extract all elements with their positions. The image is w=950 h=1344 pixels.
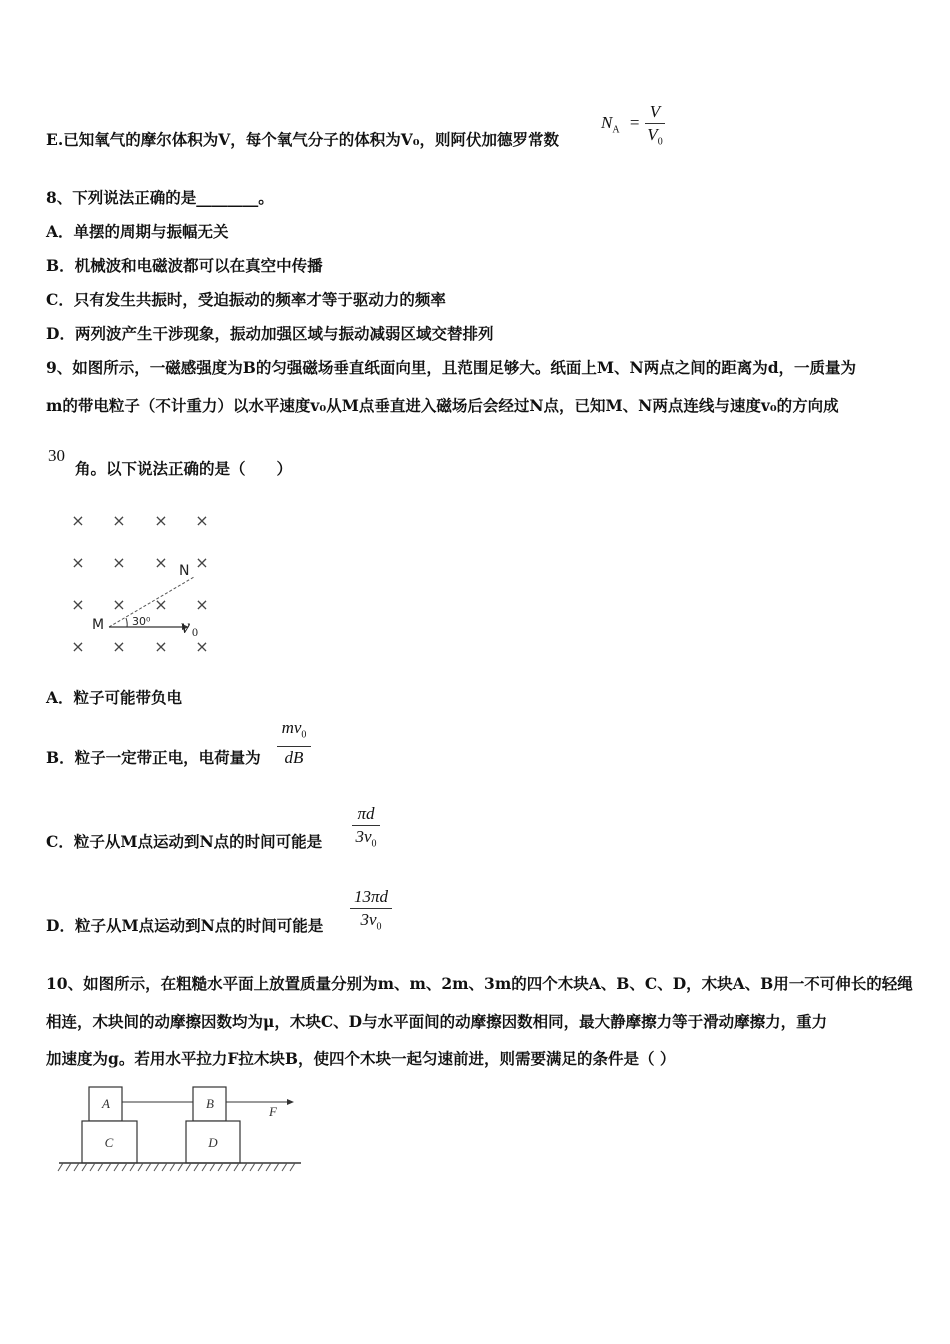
q9-option-b-fraction [277, 718, 311, 768]
q8-option-c: C．只有发生共振时，受迫振动的频率才等于驱动力的频率 [46, 290, 446, 309]
field-cross: × [154, 595, 168, 614]
avogadro-num: V [649, 102, 661, 121]
velocity-label-sub: 0 [192, 625, 198, 639]
force-label: F [269, 1104, 277, 1119]
q9-option-d: D．粒子从M点运动到N点的时间可能是 [46, 916, 324, 935]
field-cross: × [154, 511, 168, 530]
q9-angle-value: 30 [48, 446, 65, 465]
block-a-label: A [102, 1096, 110, 1111]
avogadro-n: N [601, 113, 613, 132]
field-cross: × [195, 511, 209, 530]
q10-line1: 10、如图所示，在粗糙水平面上放置质量分别为m、m、2m、3m的四个木块A、B、C、D，木块A、B用一不可伸长的轻绳 [46, 974, 913, 993]
q9-option-a: A．粒子可能带负电 [46, 688, 183, 707]
angle-label: 30⁰ [132, 615, 151, 628]
q8-option-b: B．机械波和电磁波都可以在真空中传播 [46, 256, 323, 275]
q9-option-c-fraction [352, 804, 380, 854]
block-b-label: B [206, 1096, 214, 1111]
q10-line2: 相连，木块间的动摩擦因数均为μ，木块C、D与水平面间的动摩擦因数相同，最大静摩擦力等于滑动摩擦力，重力 [46, 1012, 828, 1031]
q10-line3: 加速度为g。若用水平拉力F拉木块B，使四个木块一起匀速前进，则需要满足的条件是（ ） [46, 1049, 676, 1068]
option-c-den: 3v [355, 827, 372, 846]
option-c-num: πd [357, 804, 375, 823]
q9-stem-line1: 9、如图所示，一磁感强度为B的匀强磁场垂直纸面向里，且范围足够大。纸面上M、N两点之间的距离为d，一质量为 [46, 358, 857, 377]
block-c-label: C [104, 1135, 114, 1150]
avogadro-den: V [647, 125, 658, 144]
point-m-label: M [92, 617, 105, 633]
q8-option-a: A．单摆的周期与振幅无关 [46, 222, 229, 241]
q9-stem-line2: m的带电粒子（不计重力）以水平速度v₀从M点垂直进入磁场后会经过N点，已知M、N两点连线与速度v₀的方向成 [46, 396, 839, 415]
field-cross: × [71, 595, 85, 614]
q9-option-c: C．粒子从M点运动到N点的时间可能是 [46, 832, 323, 851]
q9-option-d-fraction [350, 887, 392, 937]
field-cross: × [112, 595, 126, 614]
field-cross: × [71, 511, 85, 530]
magnetic-field-figure [60, 505, 230, 665]
field-cross: × [195, 637, 209, 656]
option-d-den: 3v [360, 910, 377, 929]
field-cross: × [154, 553, 168, 572]
item-e-text: E.已知氧气的摩尔体积为V，每个氧气分子的体积为V₀，则阿伏加德罗常数 [46, 130, 560, 149]
q8-stem: 8、下列说法正确的是________。 [46, 188, 274, 207]
option-c-den-sub: 0 [371, 838, 377, 850]
option-d-num: 13πd [353, 887, 389, 906]
force-arrowhead [287, 1099, 294, 1105]
avogadro-fraction [645, 102, 665, 152]
field-cross: × [195, 595, 209, 614]
option-b-den: dB [284, 748, 304, 768]
option-b-num: mv [281, 718, 302, 737]
option-d-den-sub: 0 [376, 921, 382, 933]
avogadro-n-sub: A [612, 124, 620, 136]
block-d-label: D [208, 1135, 218, 1150]
velocity-label: v [181, 616, 190, 638]
angle-arc [126, 618, 127, 627]
field-cross: × [71, 553, 85, 572]
field-cross: × [112, 553, 126, 572]
field-cross: × [112, 637, 126, 656]
avogadro-den-sub: 0 [657, 136, 663, 148]
option-b-num-sub: 0 [301, 729, 307, 741]
field-cross: × [71, 637, 85, 656]
q9-option-b: B．粒子一定带正电，电荷量为 [46, 748, 261, 767]
blocks-figure [55, 1083, 305, 1178]
q9-stem-line3: 角。以下说法正确的是（ ） [75, 459, 293, 478]
avogadro-eq: = [629, 113, 640, 132]
field-cross: × [112, 511, 126, 530]
ground-hatching [58, 1163, 295, 1171]
field-cross: × [195, 553, 209, 572]
q8-option-d: D．两列波产生干涉现象，振动加强区域与振动减弱区域交替排列 [46, 324, 494, 343]
avogadro-lhs [601, 113, 639, 135]
point-n-label: N [179, 563, 190, 579]
field-cross: × [154, 637, 168, 656]
